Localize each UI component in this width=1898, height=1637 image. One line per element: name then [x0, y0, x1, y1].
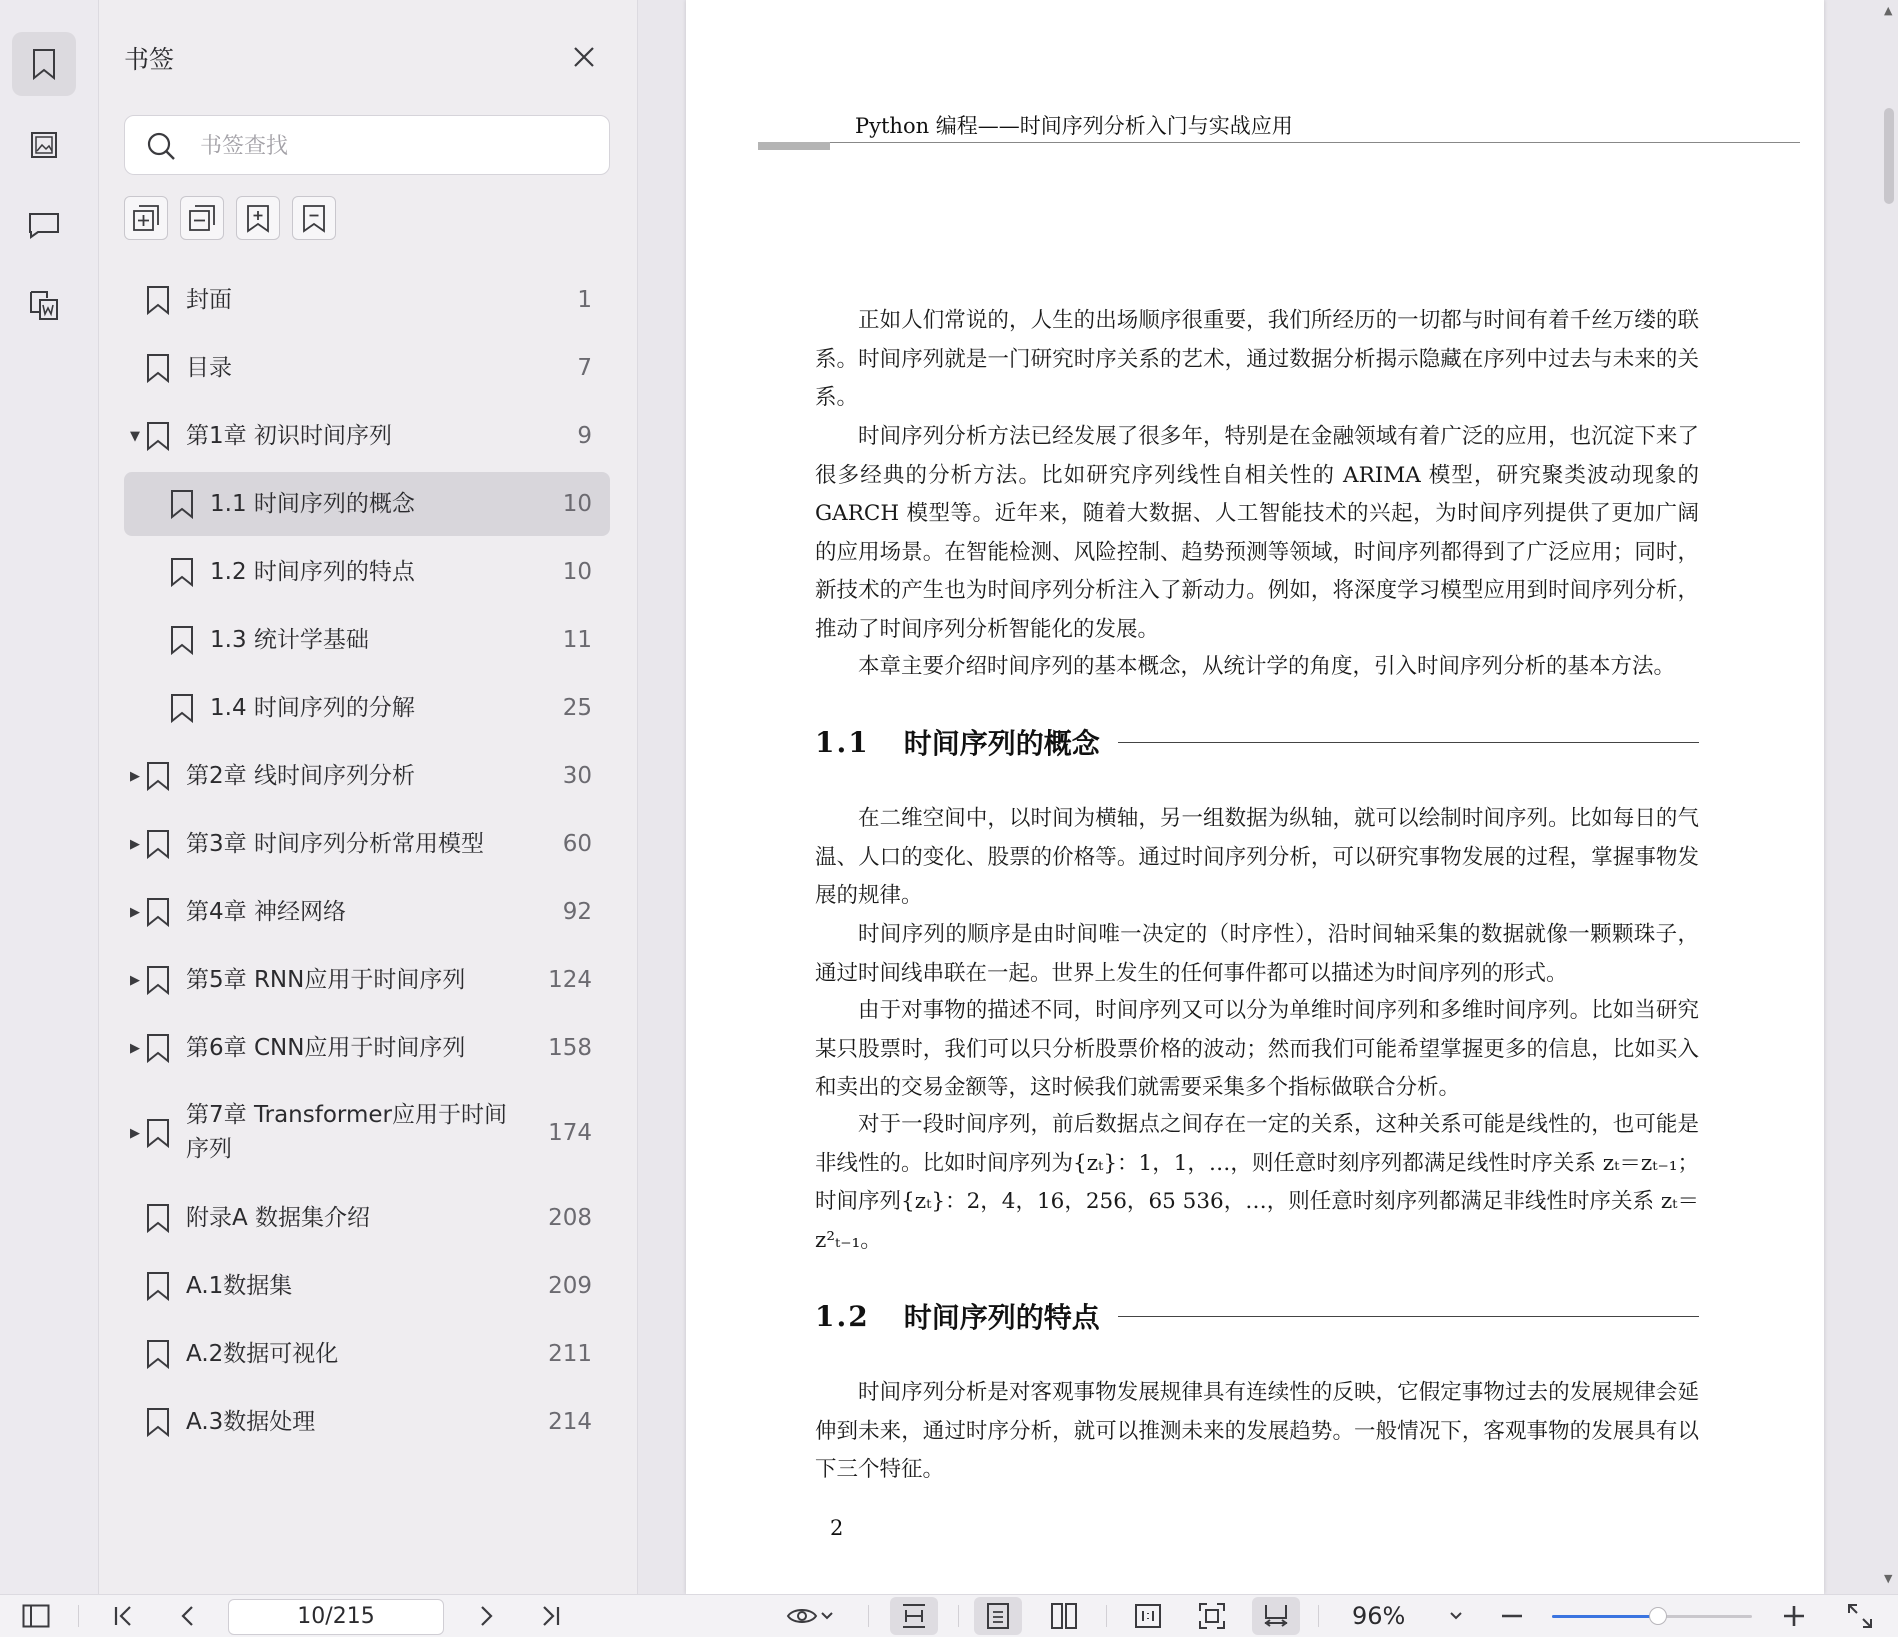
bookmark-item[interactable]: [124, 1390, 610, 1454]
page-number: 2: [830, 1516, 844, 1540]
intro-paragraph: 正如人们常说的，人生的出场顺序很重要，我们所经历的一切都与时间有着千丝万缕的联系。时间序列就是一门研究时序关系的艺术，通过数据分析揭示隐藏在序列中过去与未来的关系。: [815, 308, 1699, 410]
panel-title: 书签: [124, 45, 175, 74]
bookmark-label: 第6章 CNN应用于时间序列: [186, 1035, 466, 1061]
zoom-slider-fill: [1552, 1615, 1658, 1618]
body-paragraph: 在二维空间中，以时间为横轴，另一组数据为纵轴，就可以绘制时间序列。比如每日的气温、人口的变化、股票的价格等。通过时间序列分析，可以研究事物发展的过程，掌握事物发展的规律。: [815, 806, 1699, 908]
next-page-button[interactable]: [466, 1595, 506, 1637]
section-rule: [1118, 1316, 1699, 1317]
bookmark-icon: [146, 761, 170, 791]
bookmark-icon: [170, 693, 194, 723]
body-paragraph: 对于一段时间序列，前后数据点之间存在一定的关系，这种关系可能是线性的，也可能是非线性的。比如时间序列为{zₜ}：1，1，…，则任意时刻序列都满足线性时序关系 zₜ＝zₜ₋₁；时间序列{zₜ}：2，4，16，256，65 536，…，则任意时刻序列都满足非线性时序关系 zₜ＝z²ₜ₋₁。: [815, 1112, 1699, 1253]
chevron-right-icon: [474, 1604, 498, 1628]
bookmark-search-box[interactable]: [124, 115, 610, 175]
collapse-all-button[interactable]: [180, 196, 224, 240]
collapsed-arrow-icon[interactable]: ▶: [130, 972, 140, 988]
bookmark-icon: [146, 421, 170, 451]
bookmark-icon: [146, 1203, 170, 1233]
bookmark-icon: [170, 557, 194, 587]
bookmark-label: 第4章 神经网络: [186, 899, 346, 925]
header-rule: [758, 142, 1800, 143]
first-page-button[interactable]: [104, 1595, 144, 1637]
attachments-tab[interactable]: [12, 273, 76, 337]
bookmark-page-number: 92: [562, 899, 592, 925]
bookmarks-tab[interactable]: [12, 32, 76, 96]
header-accent-bar: [758, 142, 830, 150]
previous-page-button[interactable]: [168, 1595, 208, 1637]
bookmark-item[interactable]: [124, 812, 610, 876]
left-tool-rail: [0, 0, 99, 1594]
bookmark-icon: [31, 48, 57, 80]
section-heading: [815, 1296, 1699, 1336]
bookmark-label: 第2章 线时间序列分析: [186, 763, 415, 789]
bookmark-icon: [146, 1271, 170, 1301]
toolbar-separator: [1106, 1605, 1107, 1627]
document-viewport[interactable]: [638, 0, 1898, 1594]
collapsed-arrow-icon[interactable]: ▶: [130, 1040, 140, 1056]
bookmark-label: 1.3 统计学基础: [210, 627, 369, 653]
search-icon: [145, 130, 177, 162]
bookmark-label: 1.2 时间序列的特点: [210, 559, 415, 585]
bookmark-label: 附录A 数据集介绍: [186, 1205, 371, 1231]
bookmark-item[interactable]: [124, 676, 610, 740]
section-title: 时间序列的概念: [903, 727, 1100, 760]
collapsed-arrow-icon[interactable]: ▶: [130, 1125, 140, 1141]
sidebar-toggle-icon: [22, 1604, 50, 1628]
fit-width-button[interactable]: [890, 1597, 938, 1635]
expand-all-button[interactable]: [124, 196, 168, 240]
comments-tab[interactable]: [12, 193, 76, 257]
bookmark-icon: [170, 625, 194, 655]
fullscreen-icon: [1846, 1602, 1874, 1630]
thumbnails-tab[interactable]: [12, 113, 76, 177]
toolbar-separator: [1318, 1605, 1319, 1627]
bookmark-icon: [146, 353, 170, 383]
bookmark-label: A.2数据可视化: [186, 1341, 339, 1367]
page-number-field[interactable]: 10/215: [228, 1599, 444, 1635]
bookmark-icon: [146, 965, 170, 995]
chevron-down-icon: [820, 1611, 834, 1621]
eye-icon: [786, 1604, 820, 1628]
scroll-up-arrow-icon[interactable]: ▲: [1884, 4, 1893, 17]
first-page-icon: [112, 1604, 136, 1628]
section-title: 时间序列的特点: [903, 1301, 1100, 1334]
bookmark-label: 第3章 时间序列分析常用模型: [186, 831, 484, 857]
bookmark-page-number: 60: [562, 831, 592, 857]
scroll-down-arrow-icon[interactable]: ▼: [1884, 1572, 1893, 1585]
fit-page-icon: [1198, 1602, 1226, 1630]
bookmark-item[interactable]: [124, 404, 610, 468]
zoom-slider-handle[interactable]: [1649, 1607, 1667, 1625]
bookmark-page-number: 9: [577, 423, 592, 449]
bookmark-label: 第7章 Transformer应用于时间序列: [186, 1102, 507, 1162]
bookmark-icon: [170, 489, 194, 519]
section-number: 1.1: [815, 725, 870, 759]
bookmark-label: 第1章 初识时间序列: [186, 423, 392, 449]
zoom-out-button[interactable]: [1492, 1595, 1532, 1637]
zoom-dropdown-button[interactable]: [1442, 1595, 1470, 1637]
two-page-button[interactable]: [1040, 1595, 1088, 1637]
last-page-button[interactable]: [530, 1595, 570, 1637]
vertical-scrollbar[interactable]: [1880, 0, 1898, 1594]
bookmark-label: 第5章 RNN应用于时间序列: [186, 967, 466, 993]
bookmark-item[interactable]: [124, 540, 610, 604]
bookmark-search-input[interactable]: [198, 116, 592, 176]
bottom-toolbar: [0, 1594, 1898, 1637]
bookmark-label: 1.1 时间序列的概念: [210, 491, 415, 517]
single-page-icon: [985, 1602, 1011, 1630]
scroll-thumb[interactable]: [1884, 108, 1894, 204]
collapsed-arrow-icon[interactable]: ▶: [130, 904, 140, 920]
continuous-scroll-icon: [1262, 1602, 1290, 1630]
body-paragraph: 由于对事物的描述不同，时间序列又可以分为单维时间序列和多维时间序列。比如当研究某只股票时，我们可以只分析股票价格的波动；然而我们可能希望掌握更多的信息，比如买入和卖出的交易金额等，这时候我们就需要采集多个指标做联合分析。: [815, 998, 1699, 1100]
zoom-slider[interactable]: [1552, 1615, 1752, 1618]
delete-bookmark-button[interactable]: [292, 196, 336, 240]
bookmark-item[interactable]: [124, 1016, 610, 1080]
close-icon: [569, 42, 599, 72]
section-rule: [1118, 742, 1699, 743]
actual-size-icon: [1134, 1602, 1162, 1630]
bookmark-page-number: 214: [548, 1409, 592, 1435]
fit-width-icon: [900, 1602, 928, 1630]
actual-size-button[interactable]: [1124, 1595, 1172, 1637]
single-page-button[interactable]: [974, 1597, 1022, 1635]
section-number: 1.2: [815, 1299, 870, 1333]
bookmark-page-number: 211: [548, 1341, 592, 1367]
continuous-scroll-button[interactable]: [1252, 1597, 1300, 1635]
bookmark-page-number: 25: [562, 695, 592, 721]
bookmark-icon: [146, 1033, 170, 1063]
bookmark-page-number: 10: [562, 559, 592, 585]
collapse-all-icon: [187, 203, 217, 233]
expanded-arrow-icon[interactable]: ▼: [130, 428, 140, 444]
section-heading: [815, 722, 1699, 762]
bookmark-page-number: 174: [548, 1120, 592, 1146]
bookmark-label: A.3数据处理: [186, 1409, 316, 1435]
bookmark-item[interactable]: [124, 1084, 610, 1182]
intro-paragraph: 本章主要介绍时间序列的基本概念，从统计学的角度，引入时间序列分析的基本方法。: [858, 654, 1676, 679]
two-page-icon: [1050, 1602, 1078, 1630]
bookmark-item[interactable]: [124, 948, 610, 1012]
bookmark-icon: [146, 285, 170, 315]
intro-paragraph: 时间序列分析方法已经发展了很多年，特别是在金融领域有着广泛的应用，也沉淀下来了很多经典的分析方法。比如研究序列线性自相关性的 ARIMA 模型，研究聚类波动现象的 GARCH 模型等。近年来，随着大数据、人工智能技术的兴起，为时间序列提供了更加广阔的应用场景。在智能检测、风险控制、趋势预测等领域，时间序列都得到了广泛应用；同时，新技术的产生也为时间序列分析注入了新动力。例如，将深度学习模型应用到时间序列分析，推动了时间序列分析智能化的发展。: [815, 424, 1699, 642]
add-bookmark-button[interactable]: [236, 196, 280, 240]
running-head: Python 编程——时间序列分析入门与实战应用: [855, 114, 1293, 138]
bookmark-item[interactable]: [124, 336, 610, 400]
last-page-icon: [538, 1604, 562, 1628]
bookmark-panel: [99, 0, 638, 1594]
bookmark-item[interactable]: [124, 1186, 610, 1250]
bookmark-page-number: 30: [562, 763, 592, 789]
chevron-left-icon: [176, 1604, 200, 1628]
bookmark-label: 1.4 时间序列的分解: [210, 695, 415, 721]
toggle-sidebar-button[interactable]: [16, 1595, 56, 1637]
bookmark-page-number: 209: [548, 1273, 592, 1299]
bookmark-label: 封面: [186, 287, 232, 313]
minus-icon: [1500, 1604, 1524, 1628]
bookmark-item[interactable]: [124, 880, 610, 944]
bookmark-page-number: 10: [562, 491, 592, 517]
bookmark-item[interactable]: [124, 608, 610, 672]
bookmark-item[interactable]: [124, 1322, 610, 1386]
expand-all-icon: [131, 203, 161, 233]
bookmark-page-number: 7: [577, 355, 592, 381]
bookmark-icon: [146, 897, 170, 927]
toolbar-separator: [958, 1605, 959, 1627]
image-thumbnail-icon: [30, 131, 58, 159]
fit-page-button[interactable]: [1188, 1595, 1236, 1637]
zoom-in-button[interactable]: [1774, 1595, 1814, 1637]
bookmark-icon: [146, 1118, 170, 1148]
bookmark-page-number: 1: [577, 287, 592, 313]
word-document-icon: [28, 289, 60, 321]
collapsed-arrow-icon[interactable]: ▶: [130, 836, 140, 852]
bookmark-item[interactable]: [124, 472, 610, 536]
fullscreen-button[interactable]: [1838, 1595, 1882, 1637]
bookmark-icon: [146, 829, 170, 859]
bookmark-item[interactable]: [124, 744, 610, 808]
chevron-down-icon: [1449, 1611, 1463, 1621]
toolbar-separator: [868, 1605, 869, 1627]
bookmark-icon: [146, 1339, 170, 1369]
add-bookmark-icon: [243, 203, 273, 233]
bookmark-item[interactable]: [124, 268, 610, 332]
bookmark-page-number: 158: [548, 1035, 592, 1061]
body-paragraph: 时间序列分析是对客观事物发展规律具有连续性的反映，它假定事物过去的发展规律会延伸到未来，通过时序分析，就可以推测未来的发展趋势。一般情况下，客观事物的发展具有以下三个特征。: [815, 1380, 1699, 1482]
comment-icon: [28, 211, 60, 239]
bookmark-item[interactable]: [124, 1254, 610, 1318]
view-mode-dropdown[interactable]: [778, 1595, 842, 1637]
toolbar-separator: [78, 1605, 79, 1627]
bookmark-page-number: 124: [548, 967, 592, 993]
bookmark-page-number: 11: [562, 627, 592, 653]
zoom-level[interactable]: 96%: [1352, 1602, 1406, 1630]
bookmark-label: A.1数据集: [186, 1273, 293, 1299]
body-paragraph: 时间序列的顺序是由时间唯一决定的（时序性），沿时间轴采集的数据就像一颗颗珠子，通过时间线串联在一起。世界上发生的任何事件都可以描述为时间序列的形式。: [815, 922, 1699, 986]
close-panel-button[interactable]: [569, 42, 599, 72]
bookmark-label: 目录: [186, 355, 232, 381]
bookmark-icon: [146, 1407, 170, 1437]
bookmark-page-number: 208: [548, 1205, 592, 1231]
document-page: [686, 0, 1824, 1594]
collapsed-arrow-icon[interactable]: ▶: [130, 768, 140, 784]
plus-icon: [1782, 1604, 1806, 1628]
delete-bookmark-icon: [299, 203, 329, 233]
